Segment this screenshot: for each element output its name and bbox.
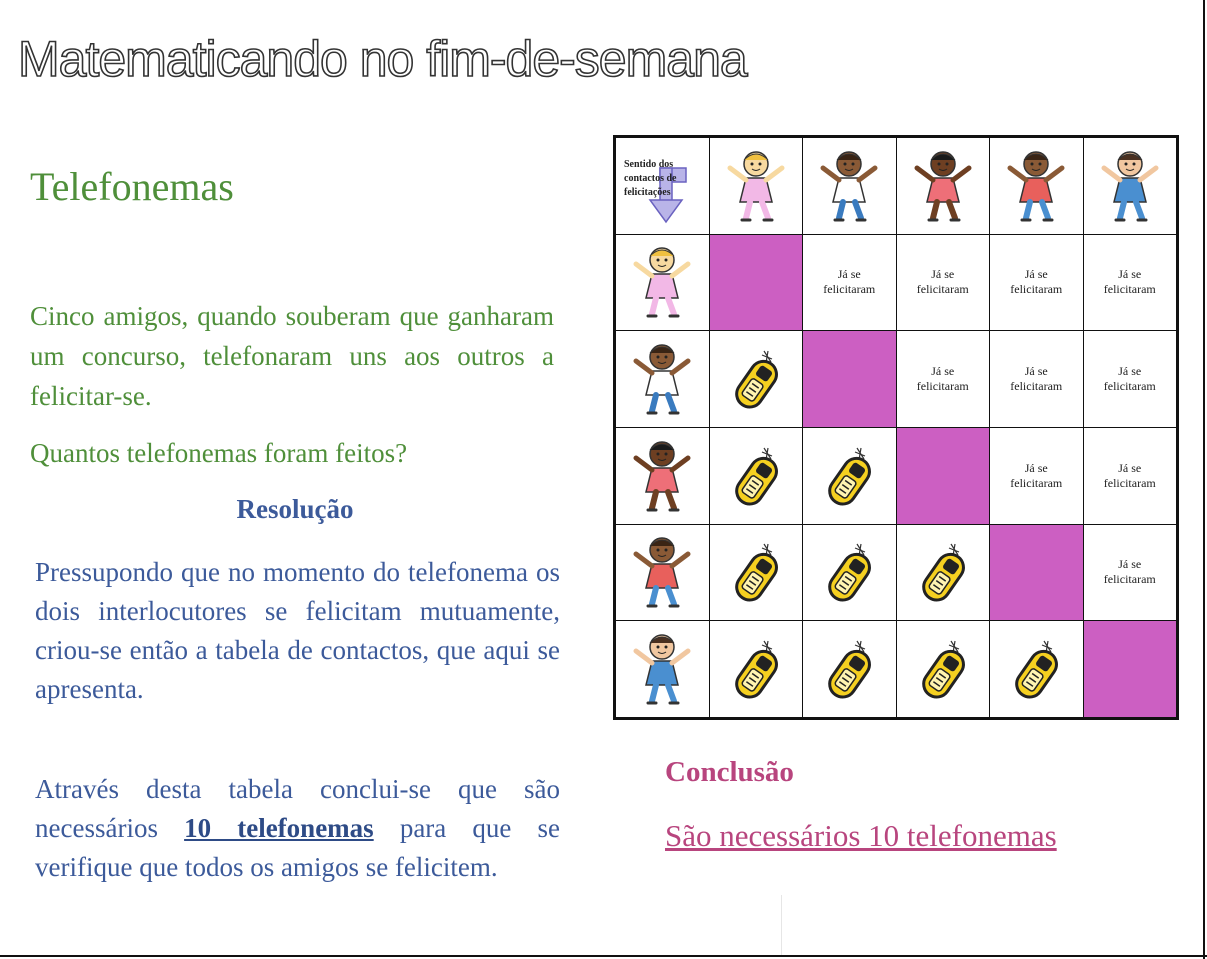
already-congratulated-label bbox=[1010, 364, 1062, 394]
label-line-1: Já se bbox=[1024, 267, 1048, 282]
telephone-icon bbox=[728, 444, 784, 508]
contact-table bbox=[613, 135, 1179, 720]
label-line-2: felicitaram bbox=[1103, 572, 1156, 587]
telephone-icon bbox=[728, 347, 784, 411]
header-friend-cell bbox=[803, 138, 896, 234]
problem-question: Quantos telefonemas foram feitos? bbox=[30, 438, 408, 468]
phone-call-cell bbox=[803, 621, 896, 717]
page-title: Matematicando no fim-de-semana bbox=[18, 31, 747, 87]
diagonal-cell bbox=[710, 235, 803, 331]
already-congratulated-label bbox=[1104, 267, 1156, 297]
row-friend-cell bbox=[616, 235, 709, 331]
friend-boy-kneeling-icon bbox=[626, 341, 698, 417]
label-line-1: Já se bbox=[931, 267, 955, 282]
header-friend-cell bbox=[990, 138, 1083, 234]
already-congratulated-cell bbox=[1084, 428, 1177, 524]
already-congratulated-cell bbox=[1084, 235, 1177, 331]
frame-border-right bbox=[1203, 0, 1205, 959]
friend-boy-kneeling-icon bbox=[813, 148, 885, 224]
label-line-1: Já se bbox=[1024, 364, 1048, 379]
friend-girl-pink-icon bbox=[720, 148, 792, 224]
already-congratulated-label bbox=[1010, 461, 1062, 491]
header-friend-cell bbox=[710, 138, 803, 234]
telephone-icon bbox=[1008, 637, 1064, 701]
phone-call-cell bbox=[803, 428, 896, 524]
already-congratulated-label bbox=[917, 364, 969, 394]
row-friend-cell bbox=[616, 621, 709, 717]
already-congratulated-cell bbox=[803, 235, 896, 331]
friend-girl-pink-icon bbox=[626, 244, 698, 320]
friend-kid-handstand-icon bbox=[1094, 148, 1166, 224]
telephone-icon bbox=[728, 637, 784, 701]
conclusion-text-start: Através desta tabela conclui-se que são necessários bbox=[35, 774, 560, 843]
already-congratulated-label bbox=[917, 267, 969, 297]
already-congratulated-label bbox=[823, 267, 875, 297]
label-line-2: felicitaram bbox=[1103, 379, 1156, 394]
label-line-2: felicitaram bbox=[1010, 475, 1063, 490]
conclusion-text-end: para que se verifique que todos os amigos se felicitem. bbox=[35, 813, 561, 882]
telephone-icon bbox=[728, 540, 784, 604]
table-corner-cell bbox=[616, 138, 709, 234]
diagonal-cell bbox=[803, 331, 896, 427]
divider-line bbox=[781, 895, 782, 955]
telephone-icon bbox=[821, 540, 877, 604]
header-friend-cell bbox=[897, 138, 990, 234]
label-line-2: felicitaram bbox=[1010, 282, 1063, 297]
label-line-1: Já se bbox=[1024, 460, 1048, 475]
phone-call-cell bbox=[710, 331, 803, 427]
already-congratulated-cell bbox=[990, 235, 1083, 331]
phone-call-cell bbox=[990, 621, 1083, 717]
label-line-2: felicitaram bbox=[823, 282, 876, 297]
phone-call-cell bbox=[710, 621, 803, 717]
already-congratulated-cell bbox=[1084, 525, 1177, 621]
diagonal-cell bbox=[1084, 621, 1177, 717]
resolution-conclusion bbox=[35, 770, 560, 887]
resolution-paragraph: Pressupondo que no momento do telefonema os dois interlocutores se felicitam mutuamente, criou-se então a tabela de contactos, que aqui se apresenta. bbox=[35, 557, 560, 704]
diagonal-cell bbox=[990, 525, 1083, 621]
label-line-1: Já se bbox=[1118, 364, 1142, 379]
already-congratulated-label bbox=[1104, 461, 1156, 491]
label-line-2: felicitaram bbox=[916, 282, 969, 297]
friend-boy-lying-icon bbox=[1000, 148, 1072, 224]
phone-call-cell bbox=[710, 428, 803, 524]
already-congratulated-cell bbox=[1084, 331, 1177, 427]
label-line-2: felicitaram bbox=[916, 379, 969, 394]
phone-call-cell bbox=[897, 621, 990, 717]
already-congratulated-cell bbox=[990, 331, 1083, 427]
telephone-icon bbox=[915, 540, 971, 604]
friend-girl-red-icon bbox=[626, 438, 698, 514]
problem-statement: Cinco amigos, quando souberam que ganharam um concurso, telefonaram uns aos outros a felicitar-se. bbox=[30, 301, 554, 411]
row-friend-cell bbox=[616, 331, 709, 427]
conclusion-text: São necessários 10 telefonemas bbox=[665, 818, 1057, 853]
label-line-2: felicitaram bbox=[1103, 475, 1156, 490]
header-friend-cell bbox=[1084, 138, 1177, 234]
label-line-1: Já se bbox=[1118, 460, 1142, 475]
label-line-2: felicitaram bbox=[1103, 282, 1156, 297]
phone-call-cell bbox=[710, 525, 803, 621]
telephone-icon bbox=[915, 637, 971, 701]
already-congratulated-label bbox=[1104, 364, 1156, 394]
friend-girl-red-icon bbox=[907, 148, 979, 224]
phone-call-cell bbox=[897, 525, 990, 621]
already-congratulated-label bbox=[1104, 557, 1156, 587]
friend-boy-lying-icon bbox=[626, 534, 698, 610]
label-line-1: Já se bbox=[1118, 267, 1142, 282]
row-friend-cell bbox=[616, 525, 709, 621]
already-congratulated-cell bbox=[897, 331, 990, 427]
table-direction-label: Sentido dos contactos de felicitações bbox=[624, 159, 677, 198]
already-congratulated-cell bbox=[990, 428, 1083, 524]
conclusion-heading: Conclusão bbox=[665, 756, 794, 788]
already-congratulated-cell bbox=[897, 235, 990, 331]
frame-border-bottom bbox=[0, 955, 1207, 957]
resolution-heading: Resolução bbox=[236, 494, 354, 524]
phone-call-cell bbox=[803, 525, 896, 621]
highlight-ten-calls: 10 telefonemas bbox=[184, 813, 374, 843]
diagonal-cell bbox=[897, 428, 990, 524]
label-line-2: felicitaram bbox=[1010, 379, 1063, 394]
label-line-1: Já se bbox=[837, 267, 861, 282]
telephone-icon bbox=[821, 637, 877, 701]
row-friend-cell bbox=[616, 428, 709, 524]
label-line-1: Já se bbox=[1118, 557, 1142, 572]
label-line-1: Já se bbox=[931, 364, 955, 379]
section-title: Telefonemas bbox=[30, 164, 234, 209]
friend-kid-handstand-icon bbox=[626, 631, 698, 707]
telephone-icon bbox=[821, 444, 877, 508]
already-congratulated-label bbox=[1010, 267, 1062, 297]
